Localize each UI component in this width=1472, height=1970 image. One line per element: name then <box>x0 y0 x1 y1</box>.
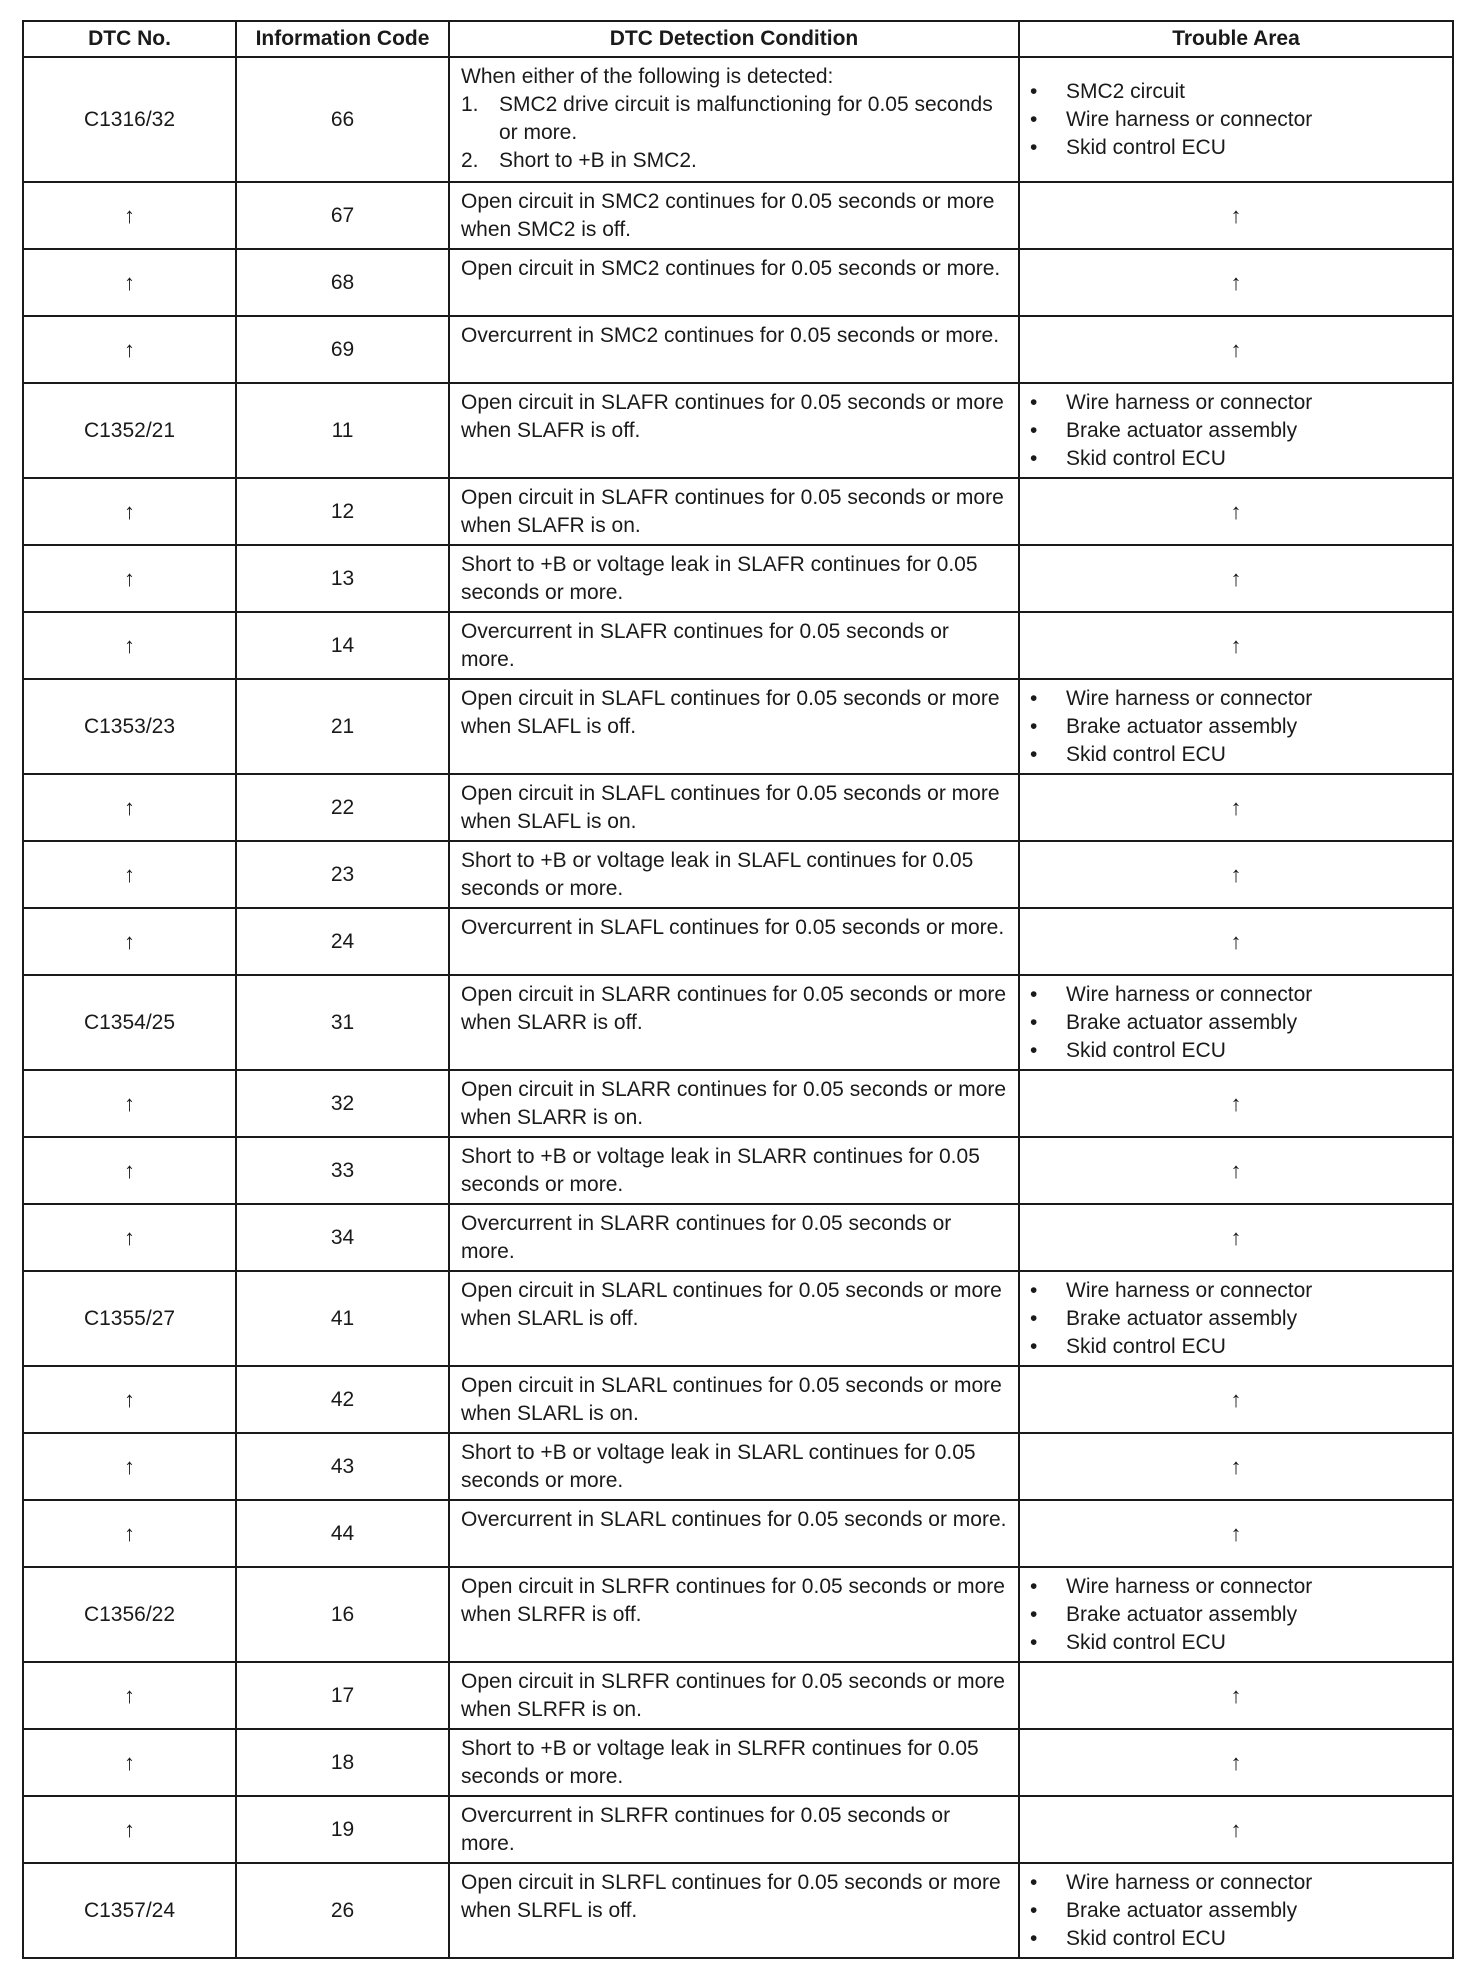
condition-cell: Overcurrent in SLAFL continues for 0.05 seconds or more. <box>449 908 1019 975</box>
trouble-area-item <box>1028 1009 1444 1037</box>
info-code-cell: 66 <box>236 57 449 182</box>
trouble-area-cell <box>1019 1271 1453 1366</box>
table-row <box>23 1567 1453 1662</box>
trouble-area-item <box>1028 1305 1444 1333</box>
dtc-code-cell: C1355/27 <box>23 1271 236 1366</box>
trouble-area-item <box>1028 1629 1444 1657</box>
table-row <box>23 1137 1453 1204</box>
info-code-cell: 26 <box>236 1863 449 1958</box>
table-row <box>23 1796 1453 1863</box>
up-arrow-icon: ↑ <box>1019 1433 1453 1500</box>
table-row <box>23 1070 1453 1137</box>
table-row <box>23 908 1453 975</box>
trouble-area-item <box>1028 389 1444 417</box>
table-row <box>23 1863 1453 1958</box>
list-number: 2. <box>461 149 479 172</box>
trouble-area-cell <box>1019 679 1453 774</box>
bullet-icon: • <box>1030 1278 1038 1302</box>
dtc-code-cell: C1354/25 <box>23 975 236 1070</box>
condition-cell: Open circuit in SLARR continues for 0.05 seconds or more when SLARR is off. <box>449 975 1019 1070</box>
up-arrow-icon: ↑ <box>23 612 236 679</box>
info-code-cell: 67 <box>236 182 449 249</box>
info-code-cell: 69 <box>236 316 449 383</box>
up-arrow-icon: ↑ <box>23 1204 236 1271</box>
table-row <box>23 1729 1453 1796</box>
table-row <box>23 249 1453 316</box>
trouble-area-text: Wire harness or connector <box>1066 390 1313 414</box>
table-row <box>23 1662 1453 1729</box>
condition-cell: Overcurrent in SLAFR continues for 0.05 seconds or more. <box>449 612 1019 679</box>
trouble-area-item <box>1028 741 1444 769</box>
up-arrow-icon: ↑ <box>1019 545 1453 612</box>
condition-cell: Open circuit in SLRFR continues for 0.05 seconds or more when SLRFR is on. <box>449 1662 1019 1729</box>
condition-cell: Open circuit in SLRFL continues for 0.05 seconds or more when SLRFL is off. <box>449 1863 1019 1958</box>
table-row <box>23 774 1453 841</box>
up-arrow-icon: ↑ <box>1019 1366 1453 1433</box>
up-arrow-icon: ↑ <box>1019 182 1453 249</box>
trouble-area-text: Brake actuator assembly <box>1066 714 1298 738</box>
trouble-area-text: SMC2 circuit <box>1066 79 1186 103</box>
bullet-icon: • <box>1030 1870 1038 1894</box>
trouble-area-item <box>1028 1573 1444 1601</box>
bullet-icon: • <box>1030 446 1038 470</box>
info-code-cell: 12 <box>236 478 449 545</box>
up-arrow-icon: ↑ <box>1019 478 1453 545</box>
up-arrow-icon: ↑ <box>1019 316 1453 383</box>
trouble-area-list <box>1028 981 1444 1065</box>
bullet-icon: • <box>1030 742 1038 766</box>
bullet-icon: • <box>1030 1898 1038 1922</box>
up-arrow-icon: ↑ <box>23 545 236 612</box>
bullet-icon: • <box>1030 1038 1038 1062</box>
up-arrow-icon: ↑ <box>23 1662 236 1729</box>
up-arrow-icon: ↑ <box>23 1729 236 1796</box>
trouble-area-text: Skid control ECU <box>1066 1334 1226 1358</box>
header-information-code: Information Code <box>236 21 449 57</box>
condition-cell: Short to +B or voltage leak in SLARL continues for 0.05 seconds or more. <box>449 1433 1019 1500</box>
condition-cell: Open circuit in SLAFL continues for 0.05 seconds or more when SLAFL is off. <box>449 679 1019 774</box>
trouble-area-item <box>1028 1601 1444 1629</box>
trouble-area-cell <box>1019 383 1453 478</box>
trouble-area-text: Brake actuator assembly <box>1066 1602 1298 1626</box>
up-arrow-icon: ↑ <box>23 249 236 316</box>
up-arrow-icon: ↑ <box>1019 249 1453 316</box>
condition-cell: Overcurrent in SLARR continues for 0.05 seconds or more. <box>449 1204 1019 1271</box>
table-row <box>23 57 1453 182</box>
condition-cell: Overcurrent in SLARL continues for 0.05 seconds or more. <box>449 1500 1019 1567</box>
trouble-area-item <box>1028 685 1444 713</box>
bullet-icon: • <box>1030 1306 1038 1330</box>
trouble-area-list <box>1028 1869 1444 1953</box>
trouble-area-item <box>1028 417 1444 445</box>
trouble-area-text: Wire harness or connector <box>1066 686 1313 710</box>
up-arrow-icon: ↑ <box>23 316 236 383</box>
table-row <box>23 478 1453 545</box>
trouble-area-item <box>1028 1333 1444 1361</box>
up-arrow-icon: ↑ <box>1019 1070 1453 1137</box>
up-arrow-icon: ↑ <box>23 1137 236 1204</box>
condition-list-item <box>461 91 1008 147</box>
up-arrow-icon: ↑ <box>1019 1204 1453 1271</box>
info-code-cell: 21 <box>236 679 449 774</box>
up-arrow-icon: ↑ <box>1019 1500 1453 1567</box>
bullet-icon: • <box>1030 1602 1038 1626</box>
condition-cell: Open circuit in SMC2 continues for 0.05 seconds or more. <box>449 249 1019 316</box>
up-arrow-icon: ↑ <box>23 908 236 975</box>
dtc-code-cell: C1357/24 <box>23 1863 236 1958</box>
info-code-cell: 33 <box>236 1137 449 1204</box>
table-row <box>23 841 1453 908</box>
trouble-area-item <box>1028 78 1444 106</box>
table-row <box>23 1433 1453 1500</box>
up-arrow-icon: ↑ <box>23 1796 236 1863</box>
up-arrow-icon: ↑ <box>23 182 236 249</box>
trouble-area-text: Wire harness or connector <box>1066 1870 1313 1894</box>
trouble-area-text: Skid control ECU <box>1066 1038 1226 1062</box>
bullet-icon: • <box>1030 390 1038 414</box>
dtc-code-cell: C1356/22 <box>23 1567 236 1662</box>
up-arrow-icon: ↑ <box>23 841 236 908</box>
info-code-cell: 41 <box>236 1271 449 1366</box>
trouble-area-cell <box>1019 1863 1453 1958</box>
condition-intro: When either of the following is detected: <box>461 65 834 88</box>
trouble-area-item <box>1028 1277 1444 1305</box>
info-code-cell: 14 <box>236 612 449 679</box>
trouble-area-list <box>1028 1573 1444 1657</box>
up-arrow-icon: ↑ <box>23 1366 236 1433</box>
info-code-cell: 13 <box>236 545 449 612</box>
up-arrow-icon: ↑ <box>1019 1137 1453 1204</box>
info-code-cell: 44 <box>236 1500 449 1567</box>
table-row <box>23 975 1453 1070</box>
trouble-area-text: Brake actuator assembly <box>1066 1306 1298 1330</box>
trouble-area-text: Wire harness or connector <box>1066 982 1313 1006</box>
dtc-code-cell: C1316/32 <box>23 57 236 182</box>
bullet-icon: • <box>1030 107 1038 131</box>
up-arrow-icon: ↑ <box>23 478 236 545</box>
up-arrow-icon: ↑ <box>23 1433 236 1500</box>
bullet-icon: • <box>1030 714 1038 738</box>
trouble-area-list <box>1028 389 1444 473</box>
condition-cell: Overcurrent in SLRFR continues for 0.05 seconds or more. <box>449 1796 1019 1863</box>
info-code-cell: 23 <box>236 841 449 908</box>
trouble-area-item <box>1028 106 1444 134</box>
condition-cell <box>449 57 1019 182</box>
bullet-icon: • <box>1030 135 1038 159</box>
trouble-area-list <box>1028 685 1444 769</box>
table-row <box>23 545 1453 612</box>
table-row <box>23 612 1453 679</box>
trouble-area-item <box>1028 713 1444 741</box>
info-code-cell: 18 <box>236 1729 449 1796</box>
dtc-code-cell: C1353/23 <box>23 679 236 774</box>
trouble-area-item <box>1028 445 1444 473</box>
dtc-code-cell: C1352/21 <box>23 383 236 478</box>
bullet-icon: • <box>1030 1926 1038 1950</box>
header-trouble-area: Trouble Area <box>1019 21 1453 57</box>
list-number: 1. <box>461 93 479 116</box>
up-arrow-icon: ↑ <box>23 774 236 841</box>
info-code-cell: 68 <box>236 249 449 316</box>
trouble-area-item <box>1028 981 1444 1009</box>
up-arrow-icon: ↑ <box>1019 908 1453 975</box>
table-row <box>23 182 1453 249</box>
trouble-area-cell <box>1019 57 1453 182</box>
trouble-area-item <box>1028 1869 1444 1897</box>
info-code-cell: 42 <box>236 1366 449 1433</box>
dtc-table <box>22 20 1454 1959</box>
info-code-cell: 17 <box>236 1662 449 1729</box>
up-arrow-icon: ↑ <box>1019 1662 1453 1729</box>
info-code-cell: 43 <box>236 1433 449 1500</box>
up-arrow-icon: ↑ <box>23 1500 236 1567</box>
trouble-area-cell <box>1019 1567 1453 1662</box>
up-arrow-icon: ↑ <box>23 1070 236 1137</box>
trouble-area-text: Skid control ECU <box>1066 135 1226 159</box>
table-row <box>23 1271 1453 1366</box>
condition-cell: Overcurrent in SMC2 continues for 0.05 seconds or more. <box>449 316 1019 383</box>
table-row <box>23 383 1453 478</box>
trouble-area-text: Brake actuator assembly <box>1066 1898 1298 1922</box>
condition-cell: Open circuit in SLARR continues for 0.05 seconds or more when SLARR is on. <box>449 1070 1019 1137</box>
bullet-icon: • <box>1030 79 1038 103</box>
condition-cell: Open circuit in SLARL continues for 0.05 seconds or more when SLARL is on. <box>449 1366 1019 1433</box>
condition-cell: Short to +B or voltage leak in SLARR continues for 0.05 seconds or more. <box>449 1137 1019 1204</box>
trouble-area-text: Wire harness or connector <box>1066 1574 1313 1598</box>
condition-cell: Open circuit in SLARL continues for 0.05 seconds or more when SLARL is off. <box>449 1271 1019 1366</box>
condition-cell: Short to +B or voltage leak in SLAFL continues for 0.05 seconds or more. <box>449 841 1019 908</box>
condition-cell: Open circuit in SMC2 continues for 0.05 seconds or more when SMC2 is off. <box>449 182 1019 249</box>
trouble-area-text: Wire harness or connector <box>1066 107 1313 131</box>
trouble-area-list <box>1028 78 1444 162</box>
condition-cell: Open circuit in SLAFL continues for 0.05 seconds or more when SLAFL is on. <box>449 774 1019 841</box>
bullet-icon: • <box>1030 1010 1038 1034</box>
trouble-area-text: Wire harness or connector <box>1066 1278 1313 1302</box>
bullet-icon: • <box>1030 982 1038 1006</box>
bullet-icon: • <box>1030 1630 1038 1654</box>
trouble-area-item <box>1028 1897 1444 1925</box>
condition-list <box>461 91 1008 175</box>
up-arrow-icon: ↑ <box>1019 774 1453 841</box>
info-code-cell: 16 <box>236 1567 449 1662</box>
trouble-area-text: Skid control ECU <box>1066 742 1226 766</box>
trouble-area-item <box>1028 1037 1444 1065</box>
dtc-table-document <box>22 20 1452 1951</box>
info-code-cell: 11 <box>236 383 449 478</box>
up-arrow-icon: ↑ <box>1019 841 1453 908</box>
info-code-cell: 22 <box>236 774 449 841</box>
trouble-area-item <box>1028 134 1444 162</box>
condition-list-item <box>461 147 1008 175</box>
trouble-area-text: Brake actuator assembly <box>1066 1010 1298 1034</box>
trouble-area-list <box>1028 1277 1444 1361</box>
trouble-area-text: Skid control ECU <box>1066 446 1226 470</box>
table-row <box>23 1500 1453 1567</box>
trouble-area-cell <box>1019 975 1453 1070</box>
table-header-row <box>23 21 1453 57</box>
bullet-icon: • <box>1030 686 1038 710</box>
info-code-cell: 19 <box>236 1796 449 1863</box>
bullet-icon: • <box>1030 1334 1038 1358</box>
trouble-area-text: Skid control ECU <box>1066 1630 1226 1654</box>
up-arrow-icon: ↑ <box>1019 1796 1453 1863</box>
trouble-area-text: Skid control ECU <box>1066 1926 1226 1950</box>
info-code-cell: 24 <box>236 908 449 975</box>
trouble-area-text: Brake actuator assembly <box>1066 418 1298 442</box>
list-text: SMC2 drive circuit is malfunctioning for 0.05 seconds or more. <box>499 93 993 144</box>
condition-cell: Open circuit in SLRFR continues for 0.05 seconds or more when SLRFR is off. <box>449 1567 1019 1662</box>
trouble-area-item <box>1028 1925 1444 1953</box>
bullet-icon: • <box>1030 1574 1038 1598</box>
condition-cell: Short to +B or voltage leak in SLAFR continues for 0.05 seconds or more. <box>449 545 1019 612</box>
up-arrow-icon: ↑ <box>1019 1729 1453 1796</box>
info-code-cell: 34 <box>236 1204 449 1271</box>
list-text: Short to +B in SMC2. <box>499 149 697 172</box>
condition-cell: Open circuit in SLAFR continues for 0.05 seconds or more when SLAFR is off. <box>449 383 1019 478</box>
table-row <box>23 1366 1453 1433</box>
table-row <box>23 316 1453 383</box>
bullet-icon: • <box>1030 418 1038 442</box>
table-row <box>23 1204 1453 1271</box>
condition-cell: Open circuit in SLAFR continues for 0.05 seconds or more when SLAFR is on. <box>449 478 1019 545</box>
header-dtc-no: DTC No. <box>23 21 236 57</box>
table-row <box>23 679 1453 774</box>
up-arrow-icon: ↑ <box>1019 612 1453 679</box>
info-code-cell: 32 <box>236 1070 449 1137</box>
header-detection-condition: DTC Detection Condition <box>449 21 1019 57</box>
info-code-cell: 31 <box>236 975 449 1070</box>
condition-cell: Short to +B or voltage leak in SLRFR continues for 0.05 seconds or more. <box>449 1729 1019 1796</box>
